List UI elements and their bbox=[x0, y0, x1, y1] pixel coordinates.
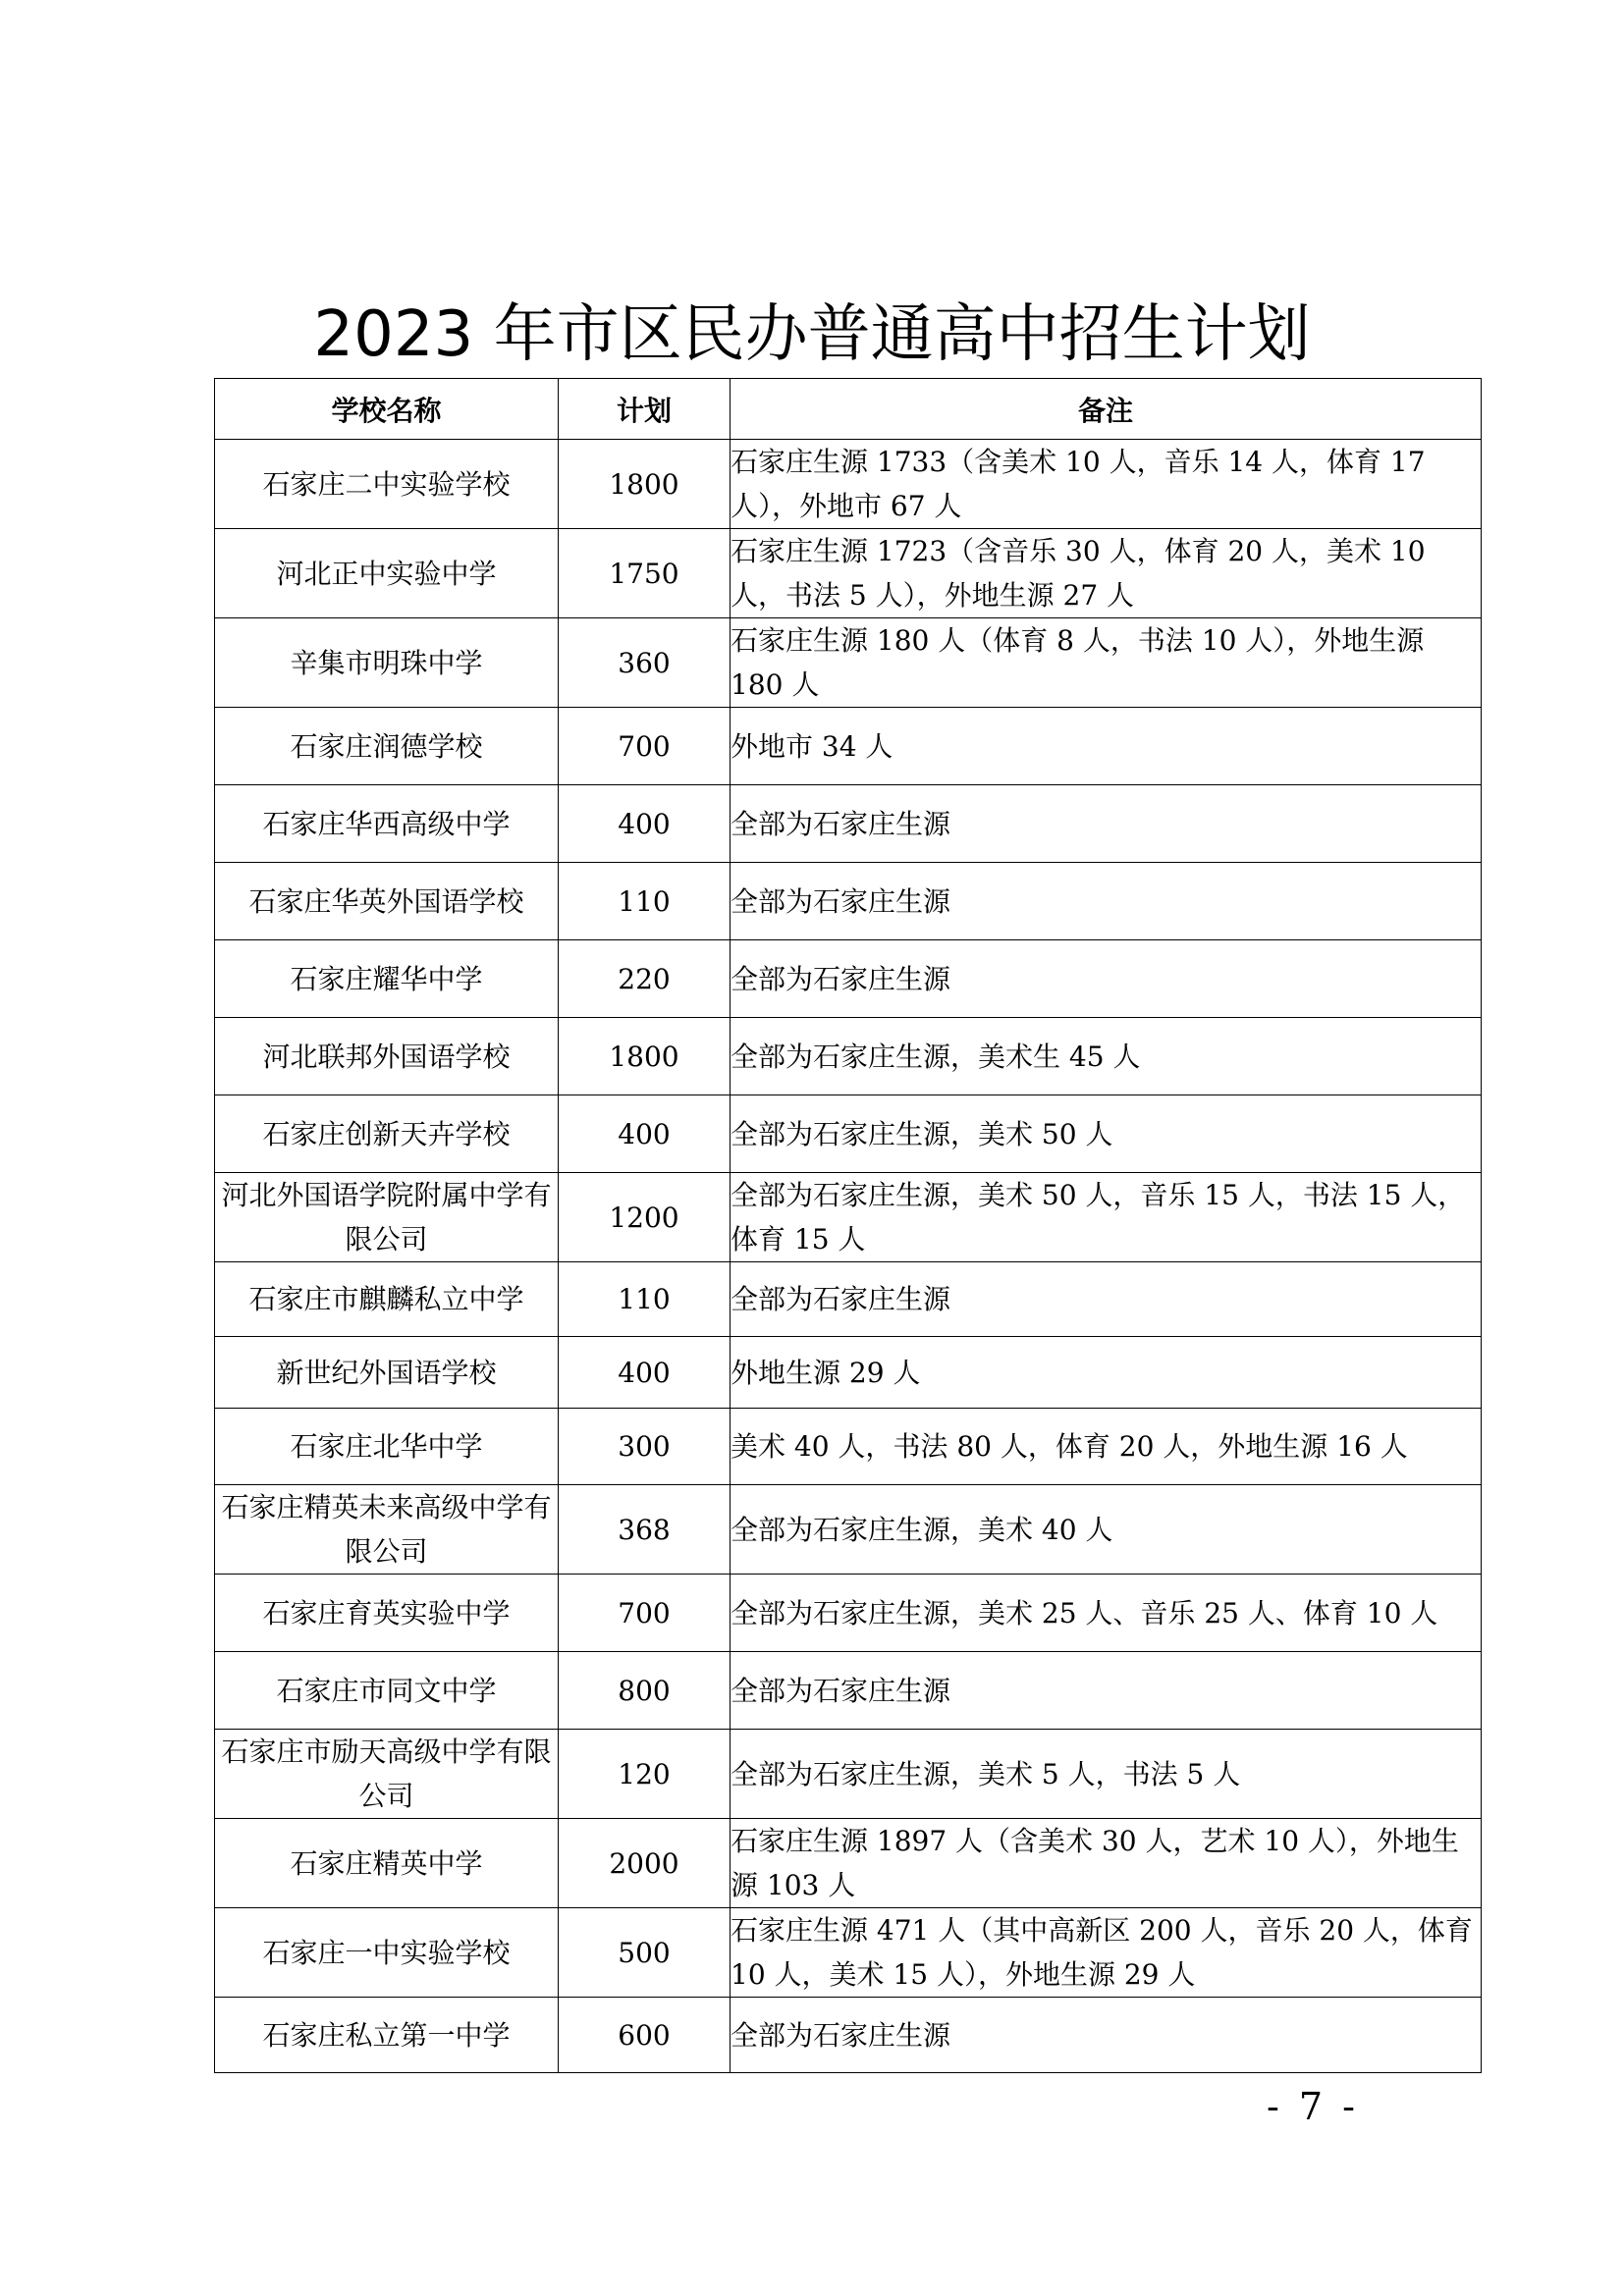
note-cell: 石家庄生源 1733（含美术 10 人，音乐 14 人，体育 17 人），外地市 67 人 bbox=[731, 440, 1482, 529]
school-name-cell: 石家庄润德学校 bbox=[215, 708, 559, 785]
note-cell: 石家庄生源 1723（含音乐 30 人，体育 20 人，美术 10 人，书法 5 人），外地生源 27 人 bbox=[731, 529, 1482, 618]
school-name-cell: 河北外国语学院附属中学有限公司 bbox=[215, 1173, 559, 1262]
table-row bbox=[215, 1337, 1482, 1409]
page-number: - 7 - bbox=[1267, 2085, 1360, 2128]
note-cell: 全部为石家庄生源，美术 5 人，书法 5 人 bbox=[731, 1730, 1482, 1819]
note-cell: 美术 40 人，书法 80 人，体育 20 人，外地生源 16 人 bbox=[731, 1409, 1482, 1485]
school-name-cell: 石家庄市麒麟私立中学 bbox=[215, 1262, 559, 1337]
note-cell: 全部为石家庄生源 bbox=[731, 863, 1482, 940]
table-row bbox=[215, 1819, 1482, 1908]
school-name-cell: 河北正中实验中学 bbox=[215, 529, 559, 618]
school-name-cell: 石家庄北华中学 bbox=[215, 1409, 559, 1485]
table-row bbox=[215, 1262, 1482, 1337]
table-row bbox=[215, 1730, 1482, 1819]
school-name-cell: 石家庄华英外国语学校 bbox=[215, 863, 559, 940]
note-cell: 全部为石家庄生源，美术 40 人 bbox=[731, 1485, 1482, 1575]
table-row bbox=[215, 618, 1482, 708]
plan-count-cell: 700 bbox=[559, 1575, 731, 1652]
table-row bbox=[215, 1485, 1482, 1575]
school-name-cell: 石家庄创新天卉学校 bbox=[215, 1095, 559, 1173]
note-cell: 全部为石家庄生源，美术 25 人、音乐 25 人、体育 10 人 bbox=[731, 1575, 1482, 1652]
table-row bbox=[215, 708, 1482, 785]
note-cell: 全部为石家庄生源，美术 50 人，音乐 15 人，书法 15 人，体育 15 人 bbox=[731, 1173, 1482, 1262]
school-name-cell: 新世纪外国语学校 bbox=[215, 1337, 559, 1409]
plan-count-cell: 110 bbox=[559, 863, 731, 940]
table-row bbox=[215, 440, 1482, 529]
plan-count-cell: 400 bbox=[559, 1095, 731, 1173]
school-name-cell: 石家庄精英未来高级中学有限公司 bbox=[215, 1485, 559, 1575]
column-header-plan: 计划 bbox=[559, 379, 731, 440]
table-row bbox=[215, 1652, 1482, 1730]
school-name-cell: 辛集市明珠中学 bbox=[215, 618, 559, 708]
plan-count-cell: 600 bbox=[559, 1998, 731, 2073]
plan-count-cell: 110 bbox=[559, 1262, 731, 1337]
plan-count-cell: 1800 bbox=[559, 1018, 731, 1095]
school-name-cell: 石家庄市同文中学 bbox=[215, 1652, 559, 1730]
table-row bbox=[215, 1575, 1482, 1652]
note-cell: 全部为石家庄生源 bbox=[731, 1652, 1482, 1730]
school-name-cell: 石家庄二中实验学校 bbox=[215, 440, 559, 529]
table-row bbox=[215, 529, 1482, 618]
plan-count-cell: 2000 bbox=[559, 1819, 731, 1908]
table-row bbox=[215, 1998, 1482, 2073]
page-title: 2023 年市区民办普通高中招生计划 bbox=[313, 298, 1311, 371]
plan-count-cell: 1750 bbox=[559, 529, 731, 618]
note-cell: 石家庄生源 180 人（体育 8 人，书法 10 人），外地生源 180 人 bbox=[731, 618, 1482, 708]
note-cell: 全部为石家庄生源 bbox=[731, 1262, 1482, 1337]
plan-count-cell: 1800 bbox=[559, 440, 731, 529]
plan-count-cell: 360 bbox=[559, 618, 731, 708]
note-cell: 全部为石家庄生源，美术 50 人 bbox=[731, 1095, 1482, 1173]
table-row bbox=[215, 1908, 1482, 1998]
plan-count-cell: 120 bbox=[559, 1730, 731, 1819]
school-name-cell: 石家庄华西高级中学 bbox=[215, 785, 559, 863]
school-name-cell: 石家庄精英中学 bbox=[215, 1819, 559, 1908]
plan-count-cell: 368 bbox=[559, 1485, 731, 1575]
note-cell: 全部为石家庄生源 bbox=[731, 940, 1482, 1018]
table-row bbox=[215, 1409, 1482, 1485]
table-row bbox=[215, 1018, 1482, 1095]
school-name-cell: 石家庄市励天高级中学有限公司 bbox=[215, 1730, 559, 1819]
plan-count-cell: 220 bbox=[559, 940, 731, 1018]
note-cell: 外地生源 29 人 bbox=[731, 1337, 1482, 1409]
note-cell: 全部为石家庄生源 bbox=[731, 1998, 1482, 2073]
table-row bbox=[215, 863, 1482, 940]
column-header-note: 备注 bbox=[731, 379, 1482, 440]
table-header-row bbox=[215, 379, 1482, 440]
note-cell: 外地市 34 人 bbox=[731, 708, 1482, 785]
note-cell: 石家庄生源 1897 人（含美术 30 人，艺术 10 人），外地生源 103 人 bbox=[731, 1819, 1482, 1908]
note-cell: 石家庄生源 471 人（其中高新区 200 人，音乐 20 人，体育 10 人，美术 15 人），外地生源 29 人 bbox=[731, 1908, 1482, 1998]
plan-count-cell: 400 bbox=[559, 1337, 731, 1409]
school-name-cell: 石家庄一中实验学校 bbox=[215, 1908, 559, 1998]
table-row bbox=[215, 940, 1482, 1018]
plan-count-cell: 300 bbox=[559, 1409, 731, 1485]
plan-count-cell: 800 bbox=[559, 1652, 731, 1730]
column-header-school: 学校名称 bbox=[215, 379, 559, 440]
plan-count-cell: 400 bbox=[559, 785, 731, 863]
plan-count-cell: 700 bbox=[559, 708, 731, 785]
table-row bbox=[215, 1095, 1482, 1173]
table-row bbox=[215, 785, 1482, 863]
school-name-cell: 石家庄育英实验中学 bbox=[215, 1575, 559, 1652]
plan-count-cell: 500 bbox=[559, 1908, 731, 1998]
table-row bbox=[215, 1173, 1482, 1262]
table-body bbox=[215, 440, 1482, 2073]
enrollment-plan-table bbox=[214, 378, 1482, 2073]
note-cell: 全部为石家庄生源，美术生 45 人 bbox=[731, 1018, 1482, 1095]
note-cell: 全部为石家庄生源 bbox=[731, 785, 1482, 863]
school-name-cell: 石家庄私立第一中学 bbox=[215, 1998, 559, 2073]
school-name-cell: 河北联邦外国语学校 bbox=[215, 1018, 559, 1095]
school-name-cell: 石家庄耀华中学 bbox=[215, 940, 559, 1018]
plan-count-cell: 1200 bbox=[559, 1173, 731, 1262]
